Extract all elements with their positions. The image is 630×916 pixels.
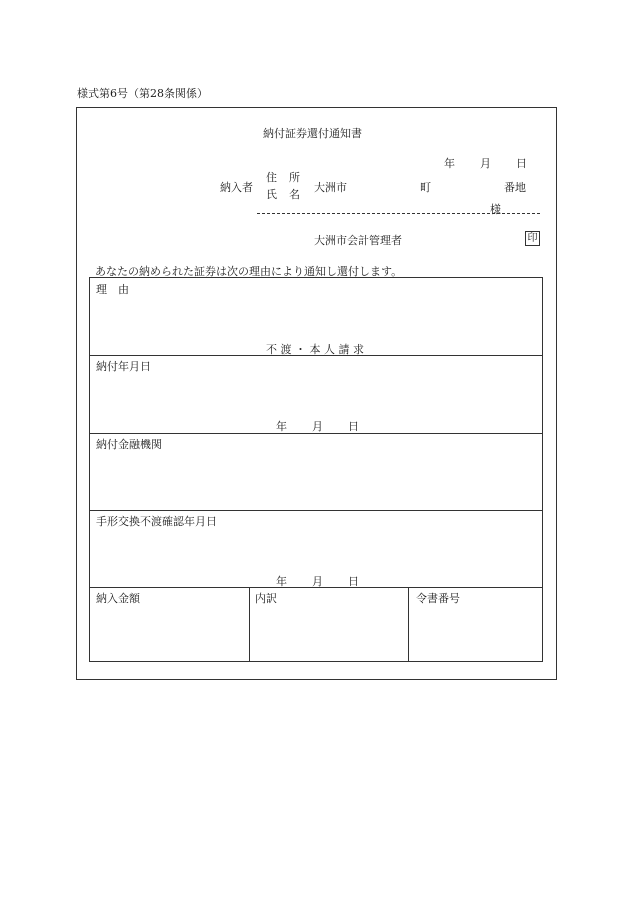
institution-label: 納付金融機関 <box>96 438 162 451</box>
address-label-2: 所 <box>289 171 300 184</box>
exchange-date-year: 年 <box>276 575 287 588</box>
amount-label: 納入金額 <box>96 592 140 605</box>
payment-date-label: 納付年月日 <box>96 360 151 373</box>
payment-date-month: 月 <box>312 420 323 433</box>
reason-value: 不 渡 ・ 本 人 請 求 <box>266 343 364 356</box>
name-label-2: 名 <box>289 188 300 201</box>
payer-town: 町 <box>420 181 431 194</box>
notice-text: あなたの納められた証券は次の理由により通知し還付します。 <box>95 265 403 278</box>
col-divider-2 <box>408 587 409 661</box>
payment-date-day: 日 <box>348 420 359 433</box>
payer-name-line <box>257 213 540 214</box>
payer-honorific: 様 <box>490 203 501 216</box>
exchange-date-label: 手形交換不渡確認年月日 <box>96 515 217 528</box>
issuer-name: 大洲市会計管理者 <box>314 234 402 247</box>
reason-label: 理 由 <box>96 283 129 296</box>
payer-city: 大洲市 <box>314 181 347 194</box>
row-divider-3 <box>90 510 542 511</box>
seal-mark: 印 <box>525 231 540 246</box>
exchange-date-day: 日 <box>348 575 359 588</box>
col-divider-1 <box>249 587 250 661</box>
issue-date-month: 月 <box>480 157 491 170</box>
payer-label: 納入者 <box>220 181 253 194</box>
order-number-label: 令書番号 <box>416 592 460 605</box>
issue-date-day: 日 <box>516 157 527 170</box>
name-label-1: 氏 <box>266 188 277 201</box>
issue-date-year: 年 <box>444 157 455 170</box>
document-title: 納付証券還付通知書 <box>263 127 362 140</box>
breakdown-label: 内訳 <box>255 592 277 605</box>
payment-date-year: 年 <box>276 420 287 433</box>
details-table <box>89 277 543 662</box>
exchange-date-month: 月 <box>312 575 323 588</box>
form-number: 様式第6号（第28条関係） <box>77 87 208 100</box>
payer-banchi: 番地 <box>504 181 526 194</box>
address-label-1: 住 <box>266 171 277 184</box>
